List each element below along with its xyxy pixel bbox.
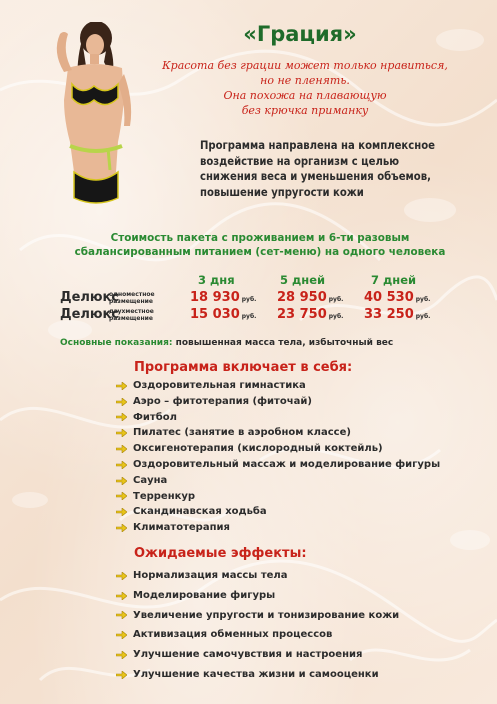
price-value: 18 930 — [190, 290, 240, 305]
list-item — [116, 441, 440, 457]
price-heading-line: Стоимость пакета с проживанием и 6-ти разовым — [110, 232, 410, 244]
row-sub-line: размещение — [109, 315, 153, 322]
list-item-label: Увеличение упругости и тонизирование кожи — [133, 609, 400, 621]
column-header-7-days: 7 дней — [371, 273, 417, 287]
list-item — [116, 625, 399, 645]
arrow-bullet-icon — [116, 611, 127, 619]
price-unit: руб. — [328, 313, 344, 320]
list-item-label: Климатотерапия — [133, 522, 230, 534]
row-name-deluxe-double: Делюкс — [60, 307, 120, 322]
arrow-bullet-icon — [116, 477, 127, 485]
price-heading — [60, 231, 460, 259]
price-value: 15 030 — [190, 307, 240, 322]
arrow-bullet-icon — [116, 524, 127, 532]
arrow-bullet-icon — [116, 492, 127, 500]
column-header-5-days: 5 дней — [280, 273, 326, 287]
indications-text: повышенная масса тела, избыточный вес — [172, 338, 394, 348]
list-item — [116, 504, 440, 520]
epigraph-quote — [160, 58, 450, 118]
row-sub-line: размещение — [109, 298, 153, 305]
indications-label: Основные показания: — [60, 338, 173, 348]
list-item — [116, 606, 399, 626]
effects-section-title: Ожидаемые эффекты: — [134, 546, 307, 561]
list-item-label: Скандинавская ходьба — [133, 506, 267, 518]
price-unit: руб. — [241, 313, 257, 320]
list-item-label: Оздоровительная гимнастика — [133, 380, 306, 391]
page-title: «Грация» — [243, 22, 357, 46]
price-value: 23 750 — [277, 307, 327, 322]
program-list — [116, 378, 440, 536]
row-sub-deluxe-double — [109, 308, 154, 322]
price-heading-line: сбалансированным питанием (сет-меню) на одного человека — [74, 246, 446, 258]
price-unit: руб. — [415, 313, 431, 320]
list-item — [116, 394, 440, 410]
woman-figure-photo — [38, 22, 138, 212]
arrow-bullet-icon — [116, 671, 127, 679]
price-cell — [190, 307, 256, 322]
program-section-title: Программа включает в себя: — [134, 360, 353, 375]
intro-line: повышение упругости кожи — [200, 185, 364, 199]
row-sub-deluxe-single — [109, 291, 155, 305]
row-sub-line: двухместное — [109, 308, 154, 315]
quote-line: но не пленять. — [260, 74, 350, 87]
list-item-label: Терренкур — [133, 490, 196, 502]
list-item-label: Сауна — [133, 474, 168, 486]
quote-line: Красота без грации может только нравиться, — [162, 59, 448, 72]
arrow-bullet-icon — [116, 382, 127, 390]
list-item — [116, 378, 440, 394]
price-cell — [364, 290, 430, 305]
list-item — [116, 425, 440, 441]
arrow-bullet-icon — [116, 592, 127, 600]
intro-line: снижения веса и уменьшения объемов, — [200, 170, 431, 183]
list-item — [116, 520, 440, 536]
intro-line: воздействие на организм с целью — [200, 154, 399, 168]
price-cell — [364, 307, 430, 322]
price-cell — [277, 290, 343, 305]
arrow-bullet-icon — [116, 572, 127, 580]
price-unit: руб. — [415, 296, 431, 303]
quote-line: Она похожа на плавающую — [223, 89, 387, 102]
list-item — [116, 473, 440, 489]
list-item — [116, 410, 440, 426]
list-item-label: Нормализация массы тела — [133, 570, 288, 581]
price-cell — [190, 290, 256, 305]
quote-line: без крючка приманку — [241, 104, 369, 117]
row-sub-line: одноместное — [109, 291, 155, 298]
price-value: 40 530 — [364, 290, 414, 305]
list-item-label: Активизация обменных процессов — [133, 629, 333, 641]
price-unit: руб. — [241, 296, 257, 303]
effects-list — [116, 566, 399, 685]
column-header-3-days: 3 дня — [198, 273, 235, 287]
list-item — [116, 566, 399, 586]
price-unit: руб. — [328, 296, 344, 303]
intro-line: Программа направлена на комплексное — [200, 139, 435, 152]
arrow-bullet-icon — [116, 413, 127, 421]
price-cell — [277, 307, 343, 322]
arrow-bullet-icon — [116, 631, 127, 639]
arrow-bullet-icon — [116, 508, 127, 516]
price-value: 33 250 — [364, 307, 414, 322]
list-item-label: Оздоровительный массаж и моделирование фигуры — [133, 458, 441, 470]
arrow-bullet-icon — [116, 398, 127, 406]
row-name-deluxe-single: Делюкс — [60, 290, 120, 305]
list-item-label: Оксигенотерапия (кислородный коктейль) — [133, 443, 383, 455]
arrow-bullet-icon — [116, 461, 127, 469]
list-item — [116, 489, 440, 505]
price-value: 28 950 — [277, 290, 327, 305]
arrow-bullet-icon — [116, 445, 127, 453]
list-item-label: Аэро – фитотерапия (фиточай) — [133, 395, 312, 407]
list-item — [116, 665, 399, 685]
main-indications — [60, 338, 393, 348]
list-item — [116, 586, 399, 606]
list-item-label: Улучшение самочувствия и настроения — [133, 649, 363, 661]
arrow-bullet-icon — [116, 429, 127, 437]
list-item-label: Фитбол — [133, 411, 177, 423]
list-item-label: Улучшение качества жизни и самооценки — [133, 668, 379, 680]
list-item-label: Пилатес (занятие в аэробном классе) — [133, 427, 351, 439]
arrow-bullet-icon — [116, 651, 127, 659]
list-item — [116, 457, 440, 473]
program-description — [200, 138, 490, 200]
list-item — [116, 645, 399, 665]
list-item-label: Моделирование фигуры — [133, 589, 276, 601]
